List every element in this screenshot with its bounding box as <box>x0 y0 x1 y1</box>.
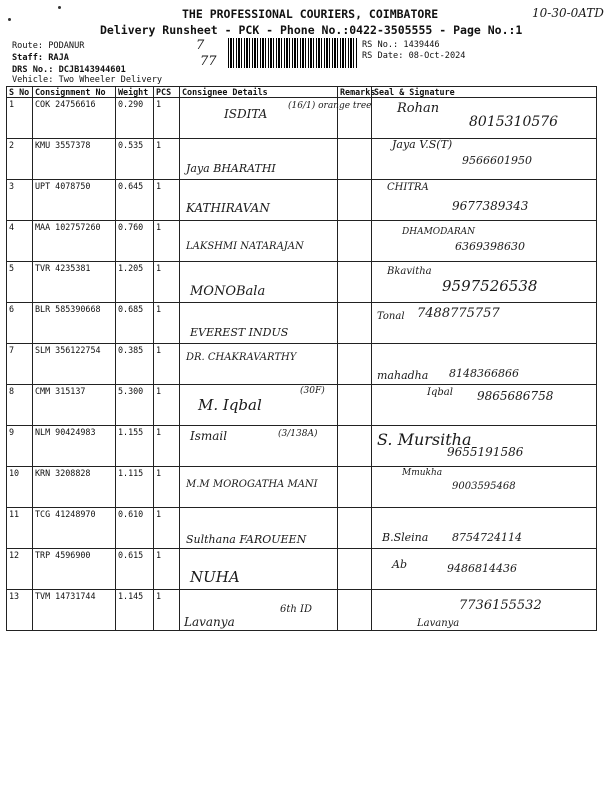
consignment-cell: TRP 4596900 <box>33 549 116 590</box>
consignee-name: M. Iqbal <box>198 396 262 414</box>
consignee-cell <box>180 303 338 344</box>
consignee-name: MONOBala <box>190 284 266 299</box>
consignee-name: KATHIRAVAN <box>186 201 270 215</box>
signature: Iqbal <box>427 387 453 398</box>
speck <box>58 6 61 9</box>
consignee-cell <box>180 426 338 467</box>
consignee-name: Jaya BHARATHI <box>186 162 276 175</box>
consignee-cell <box>180 385 338 426</box>
phone-number: 9655191586 <box>447 445 524 459</box>
remarks-cell <box>338 262 372 303</box>
signature: S. Mursitha <box>377 430 472 449</box>
table-row <box>7 98 597 139</box>
signature: Lavanya <box>417 618 460 629</box>
speck <box>8 18 11 21</box>
rs-number: RS No.: 1439446 <box>362 40 440 50</box>
consignee-name: M.M MOROGATHA MANI <box>186 479 318 490</box>
seal-cell <box>372 262 597 303</box>
pcs-cell: 1 <box>154 139 180 180</box>
consignee-cell <box>180 344 338 385</box>
phone-number: 6369398630 <box>455 240 525 253</box>
col-seal: Seal & Signature <box>372 87 597 98</box>
consignment-cell: NLM 90424983 <box>33 426 116 467</box>
phone-number: 9566601950 <box>462 154 532 167</box>
seal-cell <box>372 139 597 180</box>
sno-cell: 9 <box>7 426 33 467</box>
pcs-cell: 1 <box>154 98 180 139</box>
phone-number: 7488775757 <box>417 306 500 321</box>
page-subtitle: Delivery Runsheet - PCK - Phone No.:0422-3505555 - Page No.:1 <box>100 23 523 37</box>
barcode <box>228 38 358 68</box>
phone-number: 9003595468 <box>452 481 516 492</box>
table-row <box>7 426 597 467</box>
sno-cell: 11 <box>7 508 33 549</box>
staff-label: Staff: RAJA <box>12 53 69 63</box>
weight-cell: 1.155 <box>116 426 154 467</box>
consignee-cell <box>180 590 338 631</box>
phone-number: 8754724114 <box>452 531 522 544</box>
signature: Rohan <box>397 101 440 116</box>
consignee-note: (3/138A) <box>278 429 318 439</box>
consignment-cell: BLR 585390668 <box>33 303 116 344</box>
table-row <box>7 467 597 508</box>
seal-cell <box>372 180 597 221</box>
handwritten-count-a: 7 <box>196 38 205 53</box>
signature: CHITRA <box>387 182 429 193</box>
seal-cell <box>372 467 597 508</box>
seal-cell <box>372 508 597 549</box>
consignee-note: (16/1) orange tree <box>288 101 372 111</box>
table-row <box>7 590 597 631</box>
table-row <box>7 303 597 344</box>
remarks-cell <box>338 426 372 467</box>
phone-number: 8015310576 <box>469 114 559 130</box>
pcs-cell: 1 <box>154 508 180 549</box>
pcs-cell: 1 <box>154 549 180 590</box>
consignee-name: ISDITA <box>224 107 268 121</box>
sno-cell: 12 <box>7 549 33 590</box>
remarks-cell <box>338 221 372 262</box>
route-label: Route: PODANUR <box>12 41 85 51</box>
consignment-cell: SLM 356122754 <box>33 344 116 385</box>
sno-cell: 3 <box>7 180 33 221</box>
weight-cell: 1.115 <box>116 467 154 508</box>
seal-cell <box>372 549 597 590</box>
remarks-cell <box>338 467 372 508</box>
consignee-name: Ismail <box>190 429 228 443</box>
sno-cell: 1 <box>7 98 33 139</box>
weight-cell: 1.145 <box>116 590 154 631</box>
signature: Ab <box>392 558 407 571</box>
table-row <box>7 508 597 549</box>
seal-cell <box>372 385 597 426</box>
remarks-cell <box>338 385 372 426</box>
handwritten-date: 10-30-0ATD <box>532 6 604 20</box>
table-row <box>7 549 597 590</box>
weight-cell: 0.610 <box>116 508 154 549</box>
table-row <box>7 221 597 262</box>
phone-number: 9865686758 <box>477 389 554 403</box>
signature: Mmukha <box>402 468 443 478</box>
consignment-cell: CMM 315137 <box>33 385 116 426</box>
table-row <box>7 344 597 385</box>
weight-cell: 0.385 <box>116 344 154 385</box>
remarks-cell <box>338 180 372 221</box>
consignee-note: (30F) <box>300 386 325 396</box>
consignment-cell: UPT 4078750 <box>33 180 116 221</box>
consignment-cell: MAA 102757260 <box>33 221 116 262</box>
consignment-cell: TCG 41248970 <box>33 508 116 549</box>
signature: B.Sleina <box>382 531 429 544</box>
remarks-cell <box>338 549 372 590</box>
sno-cell: 8 <box>7 385 33 426</box>
page-title: THE PROFESSIONAL COURIERS, COIMBATORE <box>182 7 439 21</box>
weight-cell: 0.645 <box>116 180 154 221</box>
delivery-table <box>6 86 597 631</box>
weight-cell: 0.685 <box>116 303 154 344</box>
sno-cell: 4 <box>7 221 33 262</box>
seal-cell <box>372 303 597 344</box>
phone-number: 9677389343 <box>452 199 529 213</box>
table-header-row <box>7 87 597 98</box>
seal-cell <box>372 221 597 262</box>
consignee-note: 6th ID <box>280 604 312 615</box>
signature: DHAMODARAN <box>402 227 476 237</box>
signature: Bkavitha <box>387 266 432 277</box>
col-remarks: Remarks <box>338 87 372 98</box>
remarks-cell <box>338 508 372 549</box>
pcs-cell: 1 <box>154 303 180 344</box>
signature: Jaya V.S(T) <box>392 138 453 151</box>
consignee-cell <box>180 180 338 221</box>
sno-cell: 6 <box>7 303 33 344</box>
remarks-cell <box>338 139 372 180</box>
sno-cell: 5 <box>7 262 33 303</box>
pcs-cell: 1 <box>154 221 180 262</box>
phone-number: 9486814436 <box>447 562 517 575</box>
pcs-cell: 1 <box>154 262 180 303</box>
table-row <box>7 139 597 180</box>
consignment-cell: KRN 3208828 <box>33 467 116 508</box>
consignment-cell: TVM 14731744 <box>33 590 116 631</box>
consignee-name: Sulthana FAROUEEN <box>186 533 307 546</box>
col-consignment: Consignment No <box>33 87 116 98</box>
table-row <box>7 180 597 221</box>
pcs-cell: 1 <box>154 590 180 631</box>
table-row <box>7 385 597 426</box>
col-consignee: Consignee Details <box>180 87 338 98</box>
signature: Tonal <box>377 311 405 322</box>
consignee-cell <box>180 549 338 590</box>
seal-cell <box>372 426 597 467</box>
consignment-cell: KMU 3557378 <box>33 139 116 180</box>
weight-cell: 5.300 <box>116 385 154 426</box>
consignment-cell: COK 24756616 <box>33 98 116 139</box>
col-pcs: PCS <box>154 87 180 98</box>
consignee-name: DR. CHAKRAVARTHY <box>186 352 297 363</box>
seal-cell <box>372 344 597 385</box>
consignee-cell <box>180 508 338 549</box>
weight-cell: 0.535 <box>116 139 154 180</box>
drs-number: DRS No.: DCJB143944601 <box>12 65 126 75</box>
pcs-cell: 1 <box>154 344 180 385</box>
consignee-name: NUHA <box>190 568 240 586</box>
consignee-cell <box>180 98 372 139</box>
pcs-cell: 1 <box>154 426 180 467</box>
seal-cell <box>372 590 597 631</box>
phone-number: 7736155532 <box>459 598 542 613</box>
handwritten-count-b: 77 <box>200 54 217 69</box>
sno-cell: 2 <box>7 139 33 180</box>
consignee-cell <box>180 467 338 508</box>
col-weight: Weight <box>116 87 154 98</box>
remarks-cell <box>338 344 372 385</box>
col-sno: S No <box>7 87 33 98</box>
weight-cell: 0.760 <box>116 221 154 262</box>
sno-cell: 13 <box>7 590 33 631</box>
vehicle-label: Vehicle: Two Wheeler Delivery <box>12 75 163 85</box>
phone-number: 8148366866 <box>449 367 519 380</box>
weight-cell: 0.290 <box>116 98 154 139</box>
consignee-cell <box>180 139 338 180</box>
rs-date: RS Date: 08-Oct-2024 <box>362 51 466 61</box>
weight-cell: 0.615 <box>116 549 154 590</box>
consignee-name: LAKSHMI NATARAJAN <box>186 241 304 252</box>
consignee-name: EVEREST INDUS <box>190 326 289 339</box>
table-row <box>7 262 597 303</box>
seal-cell <box>372 98 597 139</box>
sno-cell: 10 <box>7 467 33 508</box>
consignee-cell <box>180 221 338 262</box>
pcs-cell: 1 <box>154 385 180 426</box>
consignee-name: Lavanya <box>184 615 235 629</box>
phone-number: 9597526538 <box>442 277 538 295</box>
pcs-cell: 1 <box>154 467 180 508</box>
remarks-cell <box>338 590 372 631</box>
weight-cell: 1.205 <box>116 262 154 303</box>
pcs-cell: 1 <box>154 180 180 221</box>
remarks-cell <box>338 303 372 344</box>
consignment-cell: TVR 4235381 <box>33 262 116 303</box>
signature: mahadha <box>377 369 429 382</box>
sno-cell: 7 <box>7 344 33 385</box>
consignee-cell <box>180 262 338 303</box>
